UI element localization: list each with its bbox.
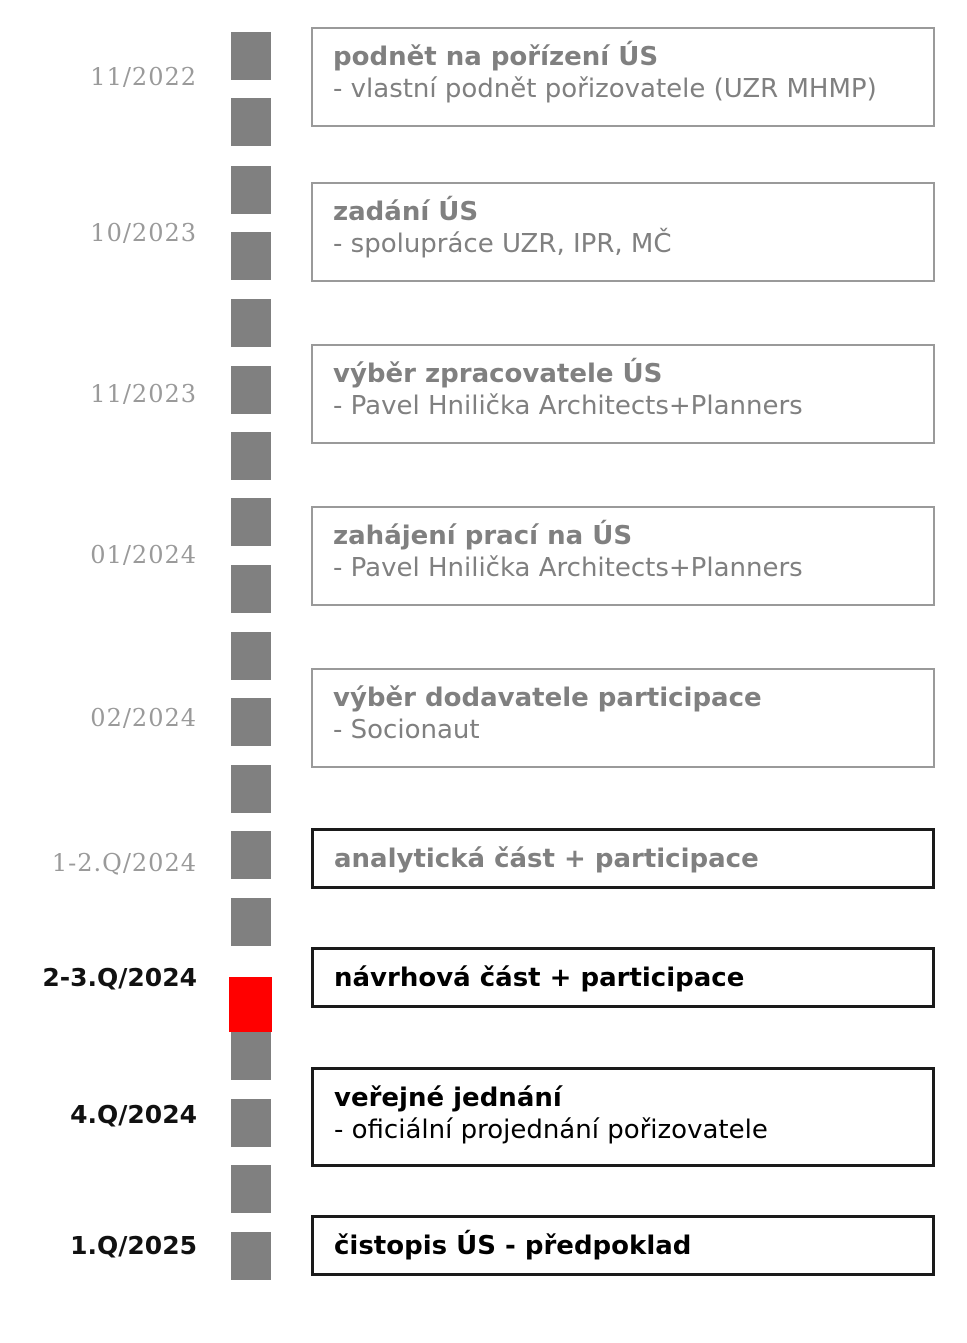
timeline-segment (231, 765, 271, 813)
timeline-segment (231, 1232, 271, 1280)
milestone-box (311, 27, 935, 127)
milestone-title: čistopis ÚS - předpoklad (334, 1230, 692, 1261)
milestone-detail: - Pavel Hnilička Architects+Planners (333, 553, 803, 583)
timeline-current-segment (229, 977, 272, 1032)
milestone-box (311, 182, 935, 282)
milestone-title: zahájení prací na ÚS (333, 521, 633, 551)
milestone-date: 01/2024 (90, 541, 197, 569)
milestone-title: výběr dodavatele participace (333, 683, 762, 713)
milestone-date: 11/2022 (90, 63, 197, 91)
timeline-segment (231, 98, 271, 146)
milestone-detail: - vlastní podnět pořizovatele (UZR MHMP) (333, 74, 877, 104)
milestone-date: 1-2.Q/2024 (51, 849, 197, 877)
milestone-box (311, 668, 935, 768)
timeline-segment (231, 366, 271, 414)
milestone-title: analytická část + participace (334, 843, 759, 874)
milestone-date: 11/2023 (90, 380, 197, 408)
milestone-title: podnět na pořízení ÚS (333, 42, 659, 72)
milestone-date: 4.Q/2024 (70, 1100, 197, 1129)
timeline-segment (231, 1099, 271, 1147)
milestone-box (311, 506, 935, 606)
timeline-segment (231, 898, 271, 946)
timeline-segment (231, 432, 271, 480)
timeline-segment (231, 32, 271, 80)
milestone-detail: - spolupráce UZR, IPR, MČ (333, 229, 672, 259)
milestone-title: veřejné jednání (334, 1083, 562, 1113)
milestone-box-current (311, 828, 935, 889)
milestone-box (311, 1215, 935, 1276)
timeline-segment (231, 166, 271, 214)
milestone-title: návrhová část + participace (334, 962, 745, 993)
timeline-segment (231, 1032, 271, 1080)
milestone-title: zadání ÚS (333, 197, 479, 227)
milestone-box (311, 344, 935, 444)
timeline-segment (231, 498, 271, 546)
timeline-segment (231, 299, 271, 347)
milestone-box (311, 947, 935, 1008)
milestone-detail: - oficiální projednání pořizovatele (334, 1115, 768, 1145)
milestone-title: výběr zpracovatele ÚS (333, 359, 663, 389)
milestone-detail: - Pavel Hnilička Architects+Planners (333, 391, 803, 421)
milestone-date: 2-3.Q/2024 (42, 963, 197, 992)
milestone-date: 1.Q/2025 (70, 1231, 197, 1260)
timeline-segment (231, 1165, 271, 1213)
timeline-segment (231, 632, 271, 680)
timeline-segment (231, 232, 271, 280)
timeline-segment (231, 565, 271, 613)
timeline-segment (231, 831, 271, 879)
milestone-detail: - Socionaut (333, 715, 480, 745)
milestone-date: 02/2024 (90, 704, 197, 732)
milestone-box (311, 1067, 935, 1167)
timeline-segment (231, 698, 271, 746)
milestone-date: 10/2023 (90, 219, 197, 247)
